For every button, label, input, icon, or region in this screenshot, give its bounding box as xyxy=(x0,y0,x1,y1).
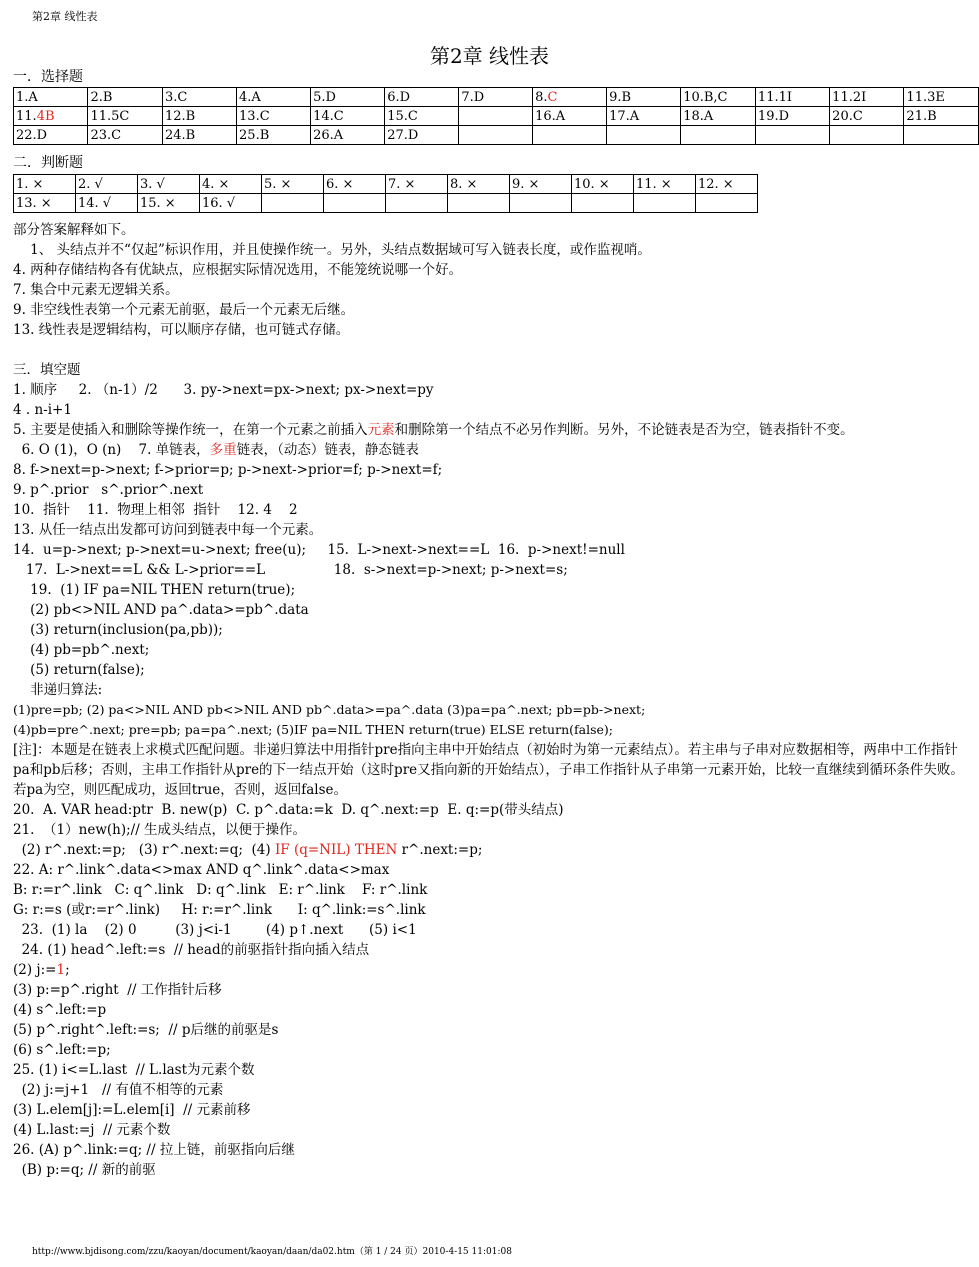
table-cell: 11.2I xyxy=(830,88,904,107)
table-cell: 4. × xyxy=(200,175,262,194)
text-line: 21. （1）new(h);// 生成头结点，以便于操作。 xyxy=(13,822,307,838)
table-cell xyxy=(459,126,533,145)
table-row xyxy=(14,88,979,107)
table-cell xyxy=(607,126,681,145)
highlight-span: 元素 xyxy=(367,422,395,438)
page-footer: http://www.bjdisong.com/zzu/kaoyan/document/kaoyan/daan/da02.htm（第 1 / 24 页）2010-4-15 11:01:08 xyxy=(32,1247,512,1257)
choice-answer-table xyxy=(13,87,979,145)
table-cell: 26.A xyxy=(311,126,385,145)
table-cell xyxy=(634,194,696,213)
text-span: ; xyxy=(65,962,70,978)
section-fill: 三．填空题 xyxy=(13,362,81,378)
running-header: 第2章 线性表 xyxy=(32,10,98,23)
text-line: (B) p:=q; // 新的前驱 xyxy=(13,1162,156,1178)
table-cell: 1.A xyxy=(14,88,88,107)
table-row xyxy=(14,126,979,145)
text-line: (4) pb=pb^.next; xyxy=(13,642,150,658)
text-line: 22. A: r^.link^.data<>max AND q^.link^.data<>max xyxy=(13,862,390,878)
table-cell: 20.C xyxy=(830,107,904,126)
answer-body xyxy=(13,220,968,1180)
table-cell: 10.B,C xyxy=(681,88,756,107)
highlight-span: IF (q=NIL) THEN xyxy=(274,842,398,858)
table-cell: 9.B xyxy=(607,88,681,107)
table-cell xyxy=(904,126,979,145)
table-cell: 22.D xyxy=(14,126,88,145)
table-cell: 12. × xyxy=(696,175,758,194)
text-line: 17. L->next==L && L->prior==L 18. s->next=p->next; p->next=s; xyxy=(13,562,568,578)
table-cell: 11.3E xyxy=(904,88,979,107)
table-cell xyxy=(696,194,758,213)
table-cell: 11.1I xyxy=(755,88,829,107)
text-line: (5) return(false); xyxy=(13,662,145,678)
highlight-span: 1 xyxy=(56,962,66,978)
table-cell xyxy=(572,194,634,213)
judge-answer-table xyxy=(13,174,758,213)
table-cell: 3. √ xyxy=(138,175,200,194)
text-span: (2) j:= xyxy=(13,962,57,978)
table-cell: 7. × xyxy=(386,175,448,194)
table-cell: 2. √ xyxy=(76,175,138,194)
section-judge: 二．判断题 xyxy=(13,155,83,171)
table-cell: 16.A xyxy=(533,107,607,126)
text-line: 1. 顺序 2. （n-1）/2 3. py->next=px->next; px->next=py xyxy=(13,382,434,398)
table-cell: 13.C xyxy=(237,107,311,126)
text-line: (2) pb<>NIL AND pa^.data>=pb^.data xyxy=(13,602,309,618)
table-cell: 13. × xyxy=(14,194,76,213)
text-span: 链表，（动态）链表，静态链表 xyxy=(236,442,419,458)
text-line: (5) p^.right^.left:=s; // p后继的前驱是s xyxy=(13,1022,279,1038)
text-line xyxy=(13,420,968,440)
highlight-span: 4B xyxy=(36,108,55,124)
table-cell xyxy=(681,126,756,145)
text-line: 1、 头结点并不“仅起”标识作用，并且使操作统一。另外，头结点数据域可写入链表长度，或作监视哨。 xyxy=(13,242,651,258)
table-cell xyxy=(386,194,448,213)
table-cell: 6.D xyxy=(385,88,459,107)
text-line: 8. f->next=p->next; f->prior=p; p->next->prior=f; p->next=f; xyxy=(13,462,443,478)
table-cell: 21.B xyxy=(904,107,979,126)
table-cell: 18.A xyxy=(681,107,756,126)
table-cell xyxy=(830,126,904,145)
table-cell: 8. × xyxy=(448,175,510,194)
text-line: 9. 非空线性表第一个元素无前驱，最后一个元素无后继。 xyxy=(13,302,355,318)
text-line: (4) L.last:=j // 元素个数 xyxy=(13,1122,171,1138)
text-line: 19. (1) IF pa=NIL THEN return(true); xyxy=(13,582,296,598)
text-line: 7. 集合中元素无逻辑关系。 xyxy=(13,282,179,298)
text-line: (1)pre=pb; (2) pa<>NIL AND pb<>NIL AND pb^.data>=pa^.data (3)pa=pa^.next; pb=pb->next; xyxy=(13,702,646,717)
highlight-span: 多重 xyxy=(209,442,237,458)
text-line: G: r:=s (或r:=r^.link) H: r:=r^.link I: q^.link:=s^.link xyxy=(13,902,426,918)
table-cell: 19.D xyxy=(755,107,829,126)
table-cell: 8.C xyxy=(533,88,607,107)
text-line: (3) return(inclusion(pa,pb)); xyxy=(13,622,223,638)
table-row xyxy=(14,194,758,213)
table-cell: 25.B xyxy=(237,126,311,145)
table-cell xyxy=(262,194,324,213)
text-line: 非递归算法: xyxy=(13,682,103,698)
text-line: 14. u=p->next; p->next=u->next; free(u); 15. L->next->next==L 16. p->next!=null xyxy=(13,542,625,558)
table-cell: 2.B xyxy=(88,88,162,107)
table-cell: 1. × xyxy=(14,175,76,194)
text-line: (3) L.elem[j]:=L.elem[i] // 元素前移 xyxy=(13,1102,251,1118)
text-span: 和删除第一个结点不必另作判断。另外，不论链表是否为空，链表指针不变。 xyxy=(394,422,854,438)
table-cell: 11.5C xyxy=(88,107,162,126)
table-cell xyxy=(510,194,572,213)
table-row xyxy=(14,175,758,194)
table-cell: 27.D xyxy=(385,126,459,145)
table-cell xyxy=(459,107,533,126)
text-line xyxy=(13,840,968,860)
table-cell: 11. × xyxy=(634,175,696,194)
highlight-span: C xyxy=(547,89,558,105)
table-cell: 5.D xyxy=(311,88,385,107)
table-cell: 16. √ xyxy=(200,194,262,213)
page-title: 第2章 线性表 xyxy=(429,44,550,68)
text-line: 26. (A) p^.link:=q; // 拉上链，前驱指向后继 xyxy=(13,1142,295,1158)
table-cell: 7.D xyxy=(459,88,533,107)
text-line: (4)pb=pre^.next; pre=pb; pa=pa^.next; (5)IF pa=NIL THEN return(true) ELSE return(false); xyxy=(13,722,613,737)
text-line: (6) s^.left:=p; xyxy=(13,1042,111,1058)
text-line: (3) p:=p^.right // 工作指针后移 xyxy=(13,982,222,998)
table-cell: 6. × xyxy=(324,175,386,194)
table-cell: 14. √ xyxy=(76,194,138,213)
text-span: (2) r^.next:=p; (3) r^.next:=q; (4) xyxy=(13,842,275,858)
text-line: 25. (1) i<=L.last // L.last为元素个数 xyxy=(13,1062,255,1078)
table-cell xyxy=(533,126,607,145)
text-line: (2) j:=j+1 // 有值不相等的元素 xyxy=(13,1082,224,1098)
table-cell xyxy=(755,126,829,145)
text-span: 5. 主要是使插入和删除等操作统一，在第一个元素之前插入 xyxy=(13,422,368,438)
text-line: 部分答案解释如下。 xyxy=(13,222,135,238)
table-cell: 12.B xyxy=(162,107,236,126)
text-line: 24. (1) head^.left:=s // head的前驱指针指向插入结点 xyxy=(13,942,370,958)
text-line: 13. 从任一结点出发都可访问到链表中每一个元素。 xyxy=(13,522,323,538)
table-cell: 23.C xyxy=(88,126,162,145)
table-cell: 11.4B xyxy=(14,107,88,126)
section-choice: 一．选择题 xyxy=(13,69,83,85)
text-line: 20. A. VAR head:ptr B. new(p) C. p^.data:=k D. q^.next:=p E. q:=p(带头结点) xyxy=(13,802,564,818)
text-span: r^.next:=p; xyxy=(397,842,483,858)
table-cell: 10. × xyxy=(572,175,634,194)
text-line xyxy=(13,440,968,460)
table-cell: 4.A xyxy=(237,88,311,107)
table-cell: 14.C xyxy=(311,107,385,126)
table-cell xyxy=(448,194,510,213)
table-cell xyxy=(324,194,386,213)
table-row xyxy=(14,107,979,126)
table-cell: 17.A xyxy=(607,107,681,126)
text-line: 4. 两种存储结构各有优缺点，应根据实际情况选用，不能笼统说哪一个好。 xyxy=(13,262,463,278)
text-line: 4 . n-i+1 xyxy=(13,402,72,418)
text-line: 9. p^.prior s^.prior^.next xyxy=(13,482,204,498)
table-cell: 15.C xyxy=(385,107,459,126)
text-paragraph: [注]：本题是在链表上求模式匹配问题。非递归算法中用指针pre指向主串中开始结点（初始时为第一元素结点）。若主串与子串对应数据相等，两串中工作指针pa和pb后移；否则，主串工作指针从pre的下一结点开始（这时pre又指向新的开始结点），子串工作指针从子串第一元素开始，比较一直继续到循环条件失败。若pa为空，则匹配成功，返回true，否则，返回false。 xyxy=(13,742,964,798)
text-line xyxy=(13,960,968,980)
text-line: 23. (1) la (2) 0 (3) j<i-1 (4) p↑.next (5) i<1 xyxy=(13,922,417,938)
table-cell: 15. × xyxy=(138,194,200,213)
table-cell: 24.B xyxy=(162,126,236,145)
text-line: 13. 线性表是逻辑结构，可以顺序存储，也可链式存储。 xyxy=(13,322,350,338)
text-line: (4) s^.left:=p xyxy=(13,1002,107,1018)
text-span: 6. O (1)，O (n) 7. 单链表， xyxy=(13,442,210,458)
text-line: B: r:=r^.link C: q^.link D: q^.link E: r^.link F: r^.link xyxy=(13,882,428,898)
text-line: 10. 指针 11. 物理上相邻 指针 12. 4 2 xyxy=(13,502,298,518)
table-cell: 5. × xyxy=(262,175,324,194)
table-cell: 9. × xyxy=(510,175,572,194)
table-cell: 3.C xyxy=(162,88,236,107)
